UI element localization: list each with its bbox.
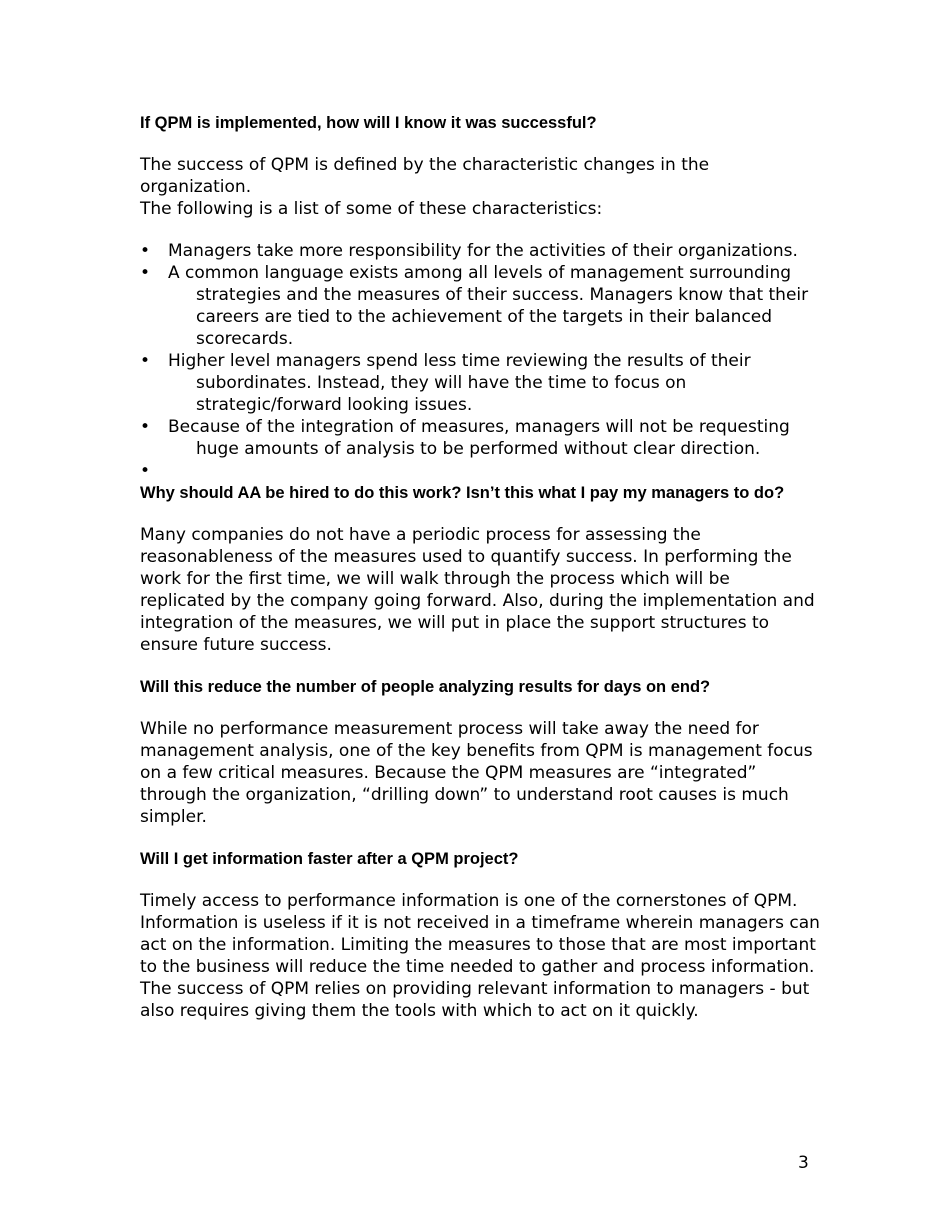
- bullet-icon: •: [140, 263, 151, 283]
- bullet-icon: •: [140, 417, 151, 437]
- document-page: [140, 112, 820, 1022]
- intro-paragraph: [140, 154, 820, 220]
- list-item-text: Because of the integration of measures, managers will not be requesting huge amounts of analysis to be performed without clear direction.: [168, 417, 790, 459]
- spacer: [140, 828, 820, 848]
- list-item-empty: [140, 460, 820, 482]
- list-item-text: Managers take more responsibility for the activities of their organizations.: [168, 241, 798, 261]
- list-item: [140, 350, 820, 416]
- spacer: [140, 504, 820, 524]
- list-item: [140, 416, 820, 460]
- section-body-reduce-analysis: While no performance measurement process will take away the need for management analysis, one of the key benefits from QPM is management focus on a few critical measures. Because the QPM measures are “integrated” through the organization, “drilling down” to understand root causes is much simpler.: [140, 719, 813, 827]
- section-body-faster-info: Timely access to performance information is one of the cornerstones of QPM. Information is useless if it is not received in a timeframe wherein managers can act on the information. Limiting the measures to those that are most important to the business will reduce the time needed to gather and process information. The success of QPM relies on providing relevant information to managers - but also requires giving them the tools with which to act on it quickly.: [140, 891, 820, 1021]
- page-number: 3: [798, 1153, 809, 1173]
- spacer: [140, 220, 820, 240]
- spacer: [140, 870, 820, 890]
- list-item: [140, 240, 820, 262]
- bullet-icon: •: [140, 461, 151, 481]
- section-heading-success: If QPM is implemented, how will I know it was successful?: [140, 114, 597, 132]
- list-item: [140, 262, 820, 350]
- spacer: [140, 698, 820, 718]
- spacer: [140, 134, 820, 154]
- section-heading-reduce-analysis: Will this reduce the number of people analyzing results for days on end?: [140, 678, 711, 696]
- section-heading-why-aa: Why should AA be hired to do this work? Isn’t this what I pay my managers to do?: [140, 484, 785, 502]
- intro-line-1: The success of QPM is defined by the characteristic changes in the organization.: [140, 155, 710, 197]
- spacer: [140, 656, 820, 676]
- bullet-icon: •: [140, 351, 151, 371]
- intro-line-2: The following is a list of some of these characteristics:: [140, 199, 603, 219]
- list-item-text: Higher level managers spend less time reviewing the results of their subordinates. Instead, they will have the time to focus on strategic/forward looking issues.: [168, 351, 751, 415]
- list-item-text: A common language exists among all levels of management surrounding strategies and the measures of their success. Managers know that their careers are tied to the achievement of the targets in their balanced scorecards.: [168, 263, 809, 349]
- section-heading-faster-info: Will I get information faster after a QPM project?: [140, 850, 519, 868]
- section-body-why-aa: Many companies do not have a periodic process for assessing the reasonableness of the measures used to quantify success. In performing the work for the first time, we will walk through the process which will be replicated by the company going forward. Also, during the implementation and integration of the measures, we will put in place the support structures to ensure future success.: [140, 525, 815, 655]
- characteristics-list: [140, 240, 820, 482]
- bullet-icon: •: [140, 241, 151, 261]
